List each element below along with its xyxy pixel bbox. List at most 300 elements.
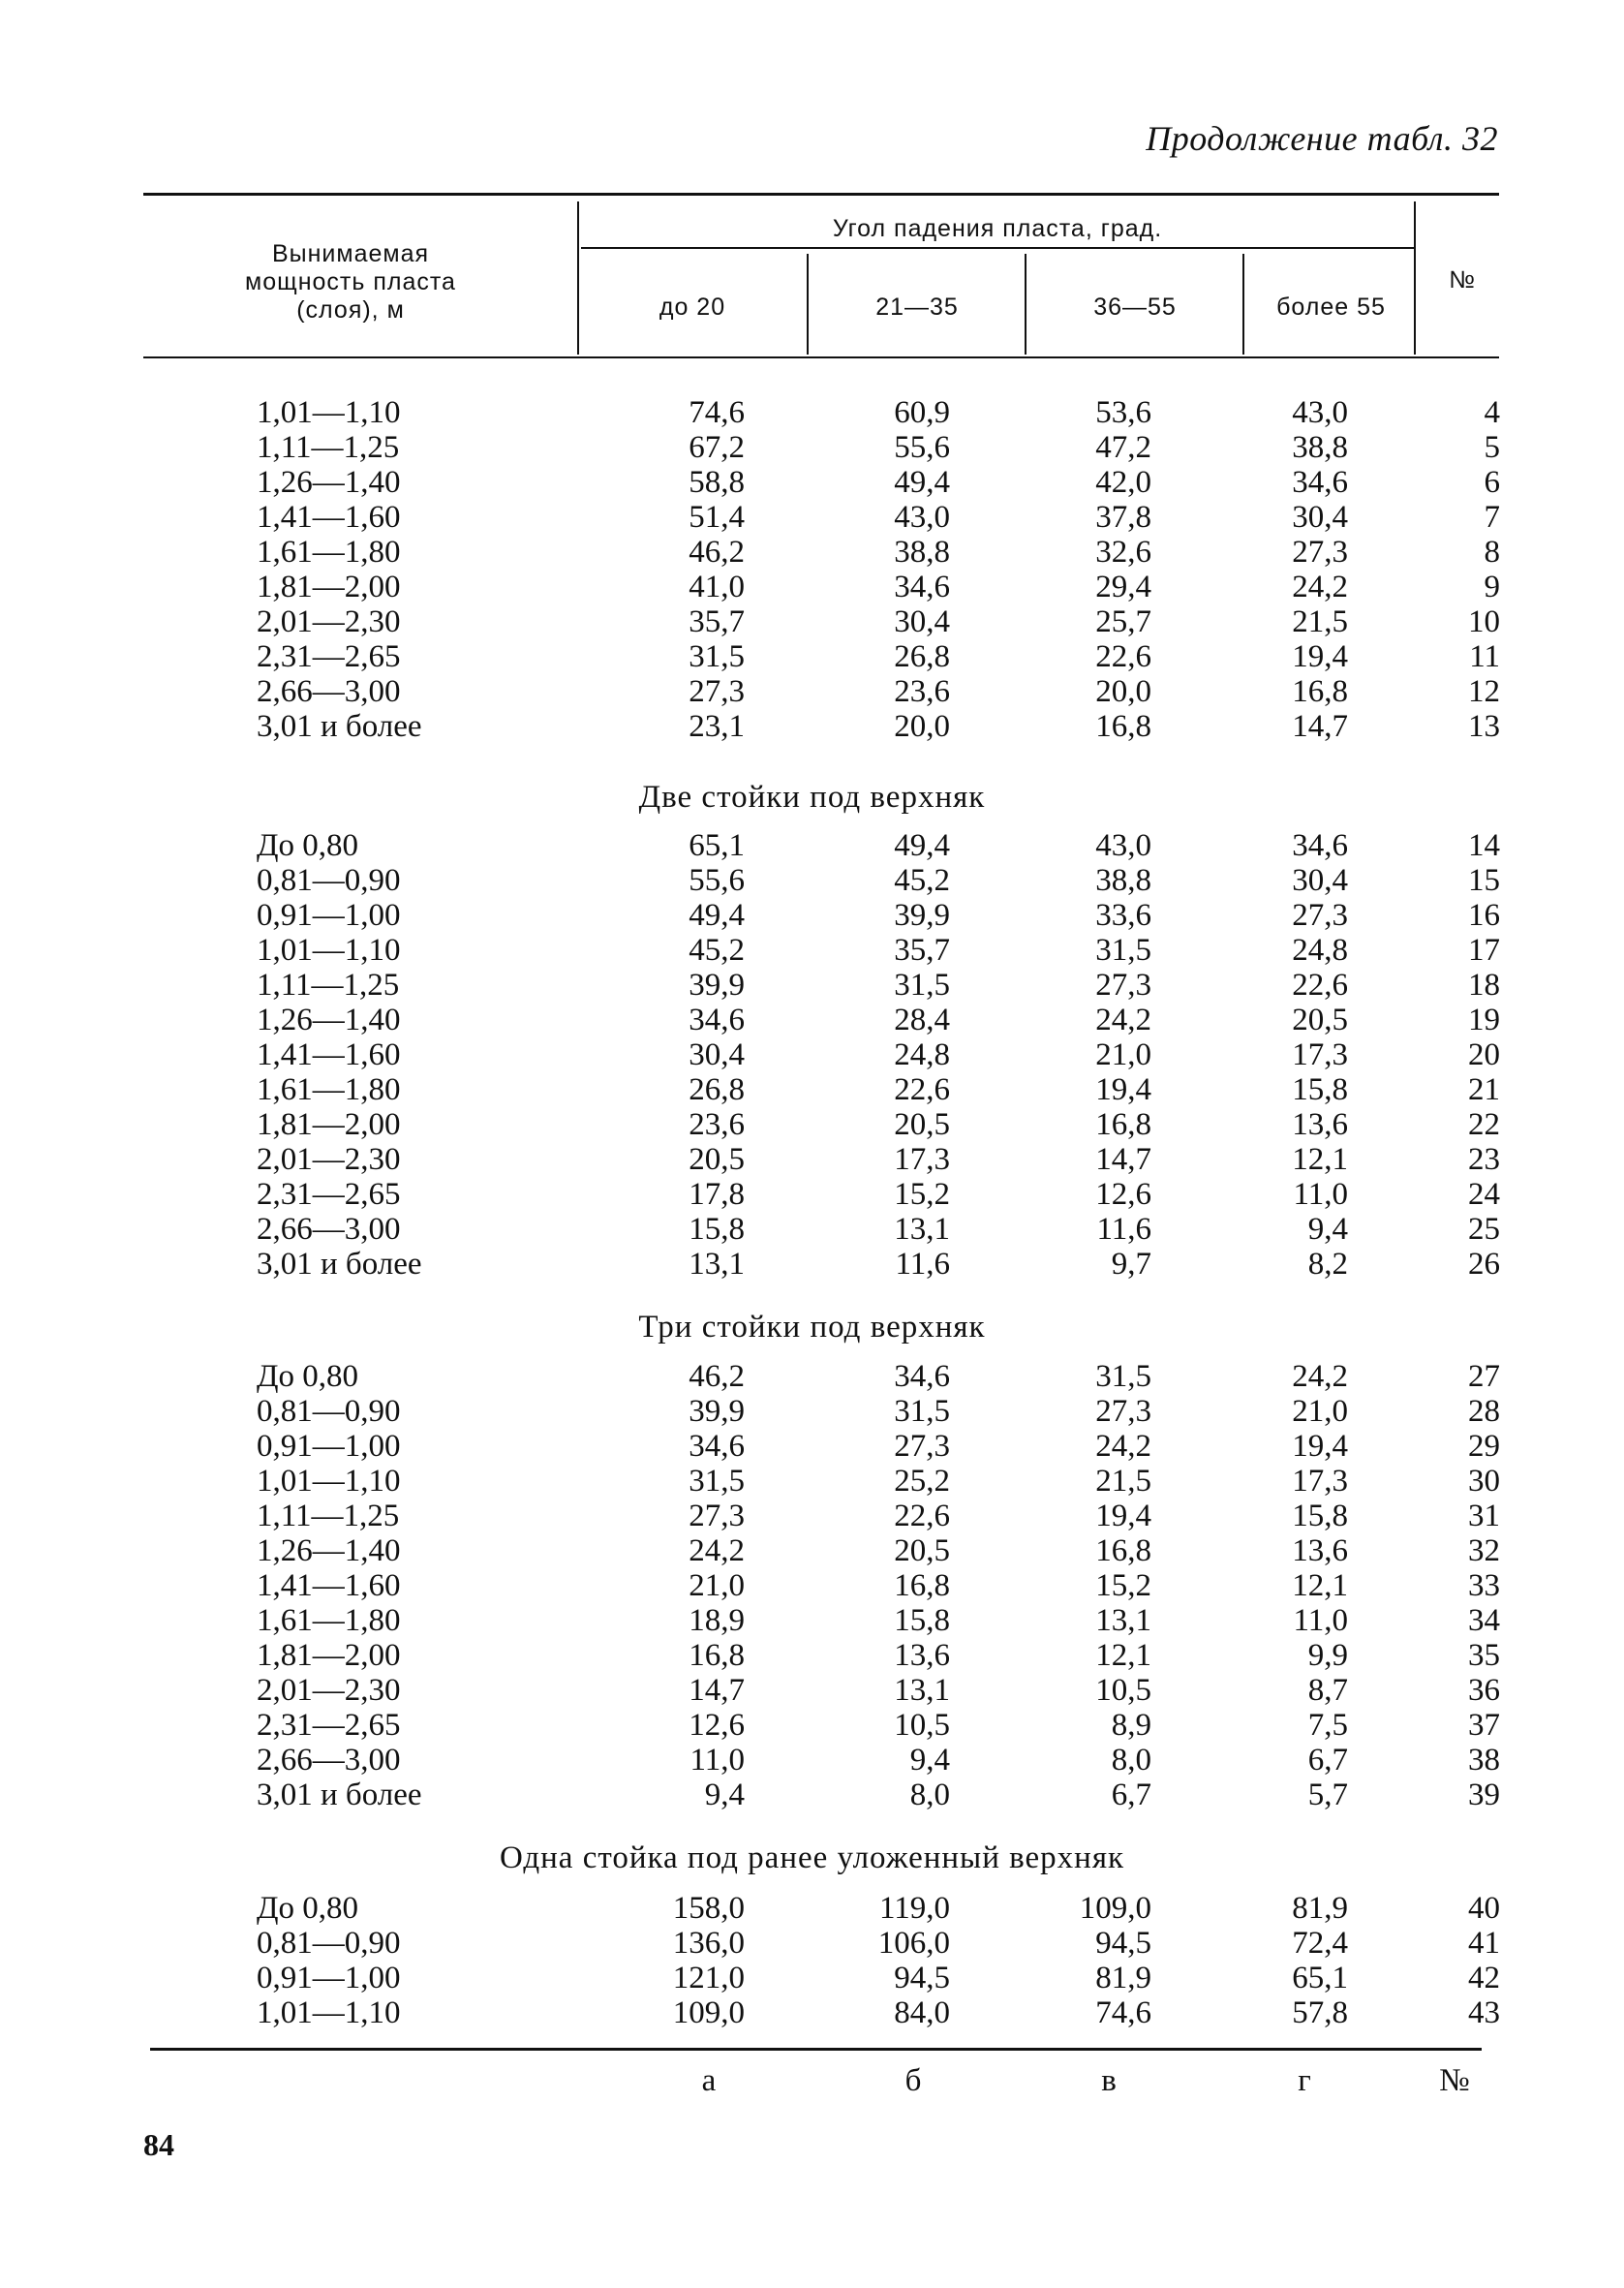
value-v-cell: 13,1	[1095, 1603, 1151, 1638]
thickness-cell: 1,26—1,40	[257, 1533, 401, 1568]
value-b-cell: 17,3	[894, 1142, 950, 1177]
thickness-cell: 2,66—3,00	[257, 674, 401, 709]
header-col4: более 55	[1276, 294, 1386, 321]
value-g-cell: 6,7	[1307, 1743, 1348, 1778]
value-b-cell: 22,6	[894, 1072, 950, 1107]
value-g-cell: 24,2	[1292, 1359, 1348, 1394]
value-a-cell: 18,9	[689, 1603, 745, 1638]
header-group-rule	[581, 247, 1414, 249]
table-row	[0, 1003, 1624, 1037]
thickness-cell: 0,91—1,00	[257, 1961, 401, 1995]
value-v-cell: 16,8	[1095, 709, 1151, 744]
value-b-cell: 45,2	[894, 863, 950, 898]
value-v-cell: 16,8	[1095, 1107, 1151, 1142]
table-row	[0, 828, 1624, 863]
row-number-cell: 7	[1484, 500, 1500, 535]
value-a-cell: 31,5	[689, 1464, 745, 1499]
value-g-cell: 72,4	[1292, 1926, 1348, 1961]
row-number-cell: 12	[1468, 674, 1500, 709]
value-g-cell: 38,8	[1292, 430, 1348, 465]
thickness-cell: 2,66—3,00	[257, 1743, 401, 1778]
row-number-cell: 4	[1484, 395, 1500, 430]
value-g-cell: 17,3	[1292, 1037, 1348, 1072]
row-number-cell: 10	[1468, 604, 1500, 639]
table-row	[0, 1499, 1624, 1533]
value-g-cell: 9,4	[1307, 1212, 1348, 1247]
value-a-cell: 11,0	[689, 1743, 745, 1778]
value-a-cell: 35,7	[689, 604, 745, 639]
value-g-cell: 12,1	[1292, 1568, 1348, 1603]
value-v-cell: 19,4	[1095, 1072, 1151, 1107]
table-row	[0, 968, 1624, 1003]
value-v-cell: 31,5	[1095, 1359, 1151, 1394]
thickness-cell: 1,26—1,40	[257, 465, 401, 500]
thickness-cell: 2,01—2,30	[257, 1673, 401, 1708]
value-g-cell: 20,5	[1292, 1003, 1348, 1037]
value-v-cell: 43,0	[1095, 828, 1151, 863]
thickness-cell: 1,61—1,80	[257, 1603, 401, 1638]
header-vrule-1	[807, 254, 809, 355]
value-a-cell: 55,6	[689, 863, 745, 898]
row-number-cell: 21	[1468, 1072, 1500, 1107]
value-v-cell: 21,0	[1095, 1037, 1151, 1072]
value-b-cell: 49,4	[894, 465, 950, 500]
thickness-cell: 1,11—1,25	[257, 1499, 400, 1533]
row-number-cell: 23	[1468, 1142, 1500, 1177]
table-row	[0, 1037, 1624, 1072]
row-number-cell: 38	[1468, 1743, 1500, 1778]
value-b-cell: 84,0	[894, 1995, 950, 2030]
value-a-cell: 16,8	[689, 1638, 745, 1673]
thickness-cell: 1,11—1,25	[257, 968, 400, 1003]
header-col3: 36—55	[1093, 294, 1177, 321]
value-g-cell: 19,4	[1292, 1429, 1348, 1464]
thickness-cell: 3,01 и более	[257, 1247, 422, 1282]
value-a-cell: 74,6	[689, 395, 745, 430]
value-v-cell: 53,6	[1095, 395, 1151, 430]
table-row	[0, 1995, 1624, 2030]
thickness-cell: 1,81—2,00	[257, 570, 401, 604]
value-b-cell: 38,8	[894, 535, 950, 570]
table-row	[0, 604, 1624, 639]
value-a-cell: 39,9	[689, 968, 745, 1003]
table-row	[0, 1708, 1624, 1743]
value-b-cell: 49,4	[894, 828, 950, 863]
value-b-cell: 20,5	[894, 1533, 950, 1568]
value-v-cell: 25,7	[1095, 604, 1151, 639]
thickness-cell: 1,01—1,10	[257, 1464, 401, 1499]
value-a-cell: 14,7	[689, 1673, 745, 1708]
row-number-cell: 30	[1468, 1464, 1500, 1499]
footer-label-b: б	[904, 2063, 922, 2098]
header-vrule-3	[1242, 254, 1244, 355]
value-v-cell: 81,9	[1095, 1961, 1151, 1995]
value-a-cell: 34,6	[689, 1429, 745, 1464]
value-a-cell: 23,6	[689, 1107, 745, 1142]
value-b-cell: 30,4	[894, 604, 950, 639]
value-g-cell: 43,0	[1292, 395, 1348, 430]
value-v-cell: 94,5	[1095, 1926, 1151, 1961]
value-v-cell: 29,4	[1095, 570, 1151, 604]
value-a-cell: 46,2	[689, 1359, 745, 1394]
table-row	[0, 933, 1624, 968]
thickness-cell: 1,01—1,10	[257, 395, 401, 430]
table-row	[0, 1212, 1624, 1247]
value-b-cell: 31,5	[894, 968, 950, 1003]
value-a-cell: 15,8	[689, 1212, 745, 1247]
row-number-cell: 26	[1468, 1247, 1500, 1282]
value-g-cell: 21,0	[1292, 1394, 1348, 1429]
value-g-cell: 17,3	[1292, 1464, 1348, 1499]
value-v-cell: 37,8	[1095, 500, 1151, 535]
table-row	[0, 1247, 1624, 1282]
value-g-cell: 34,6	[1292, 465, 1348, 500]
table-row	[0, 1891, 1624, 1926]
table-row	[0, 1638, 1624, 1673]
table-row	[0, 709, 1624, 744]
header-col0: Вынимаемая мощность пласта (слоя), м	[245, 240, 456, 324]
value-b-cell: 16,8	[894, 1568, 950, 1603]
value-b-cell: 35,7	[894, 933, 950, 968]
value-b-cell: 13,1	[894, 1212, 950, 1247]
value-g-cell: 30,4	[1292, 863, 1348, 898]
value-g-cell: 8,2	[1307, 1247, 1348, 1282]
table-row	[0, 1568, 1624, 1603]
table-row	[0, 863, 1624, 898]
row-number-cell: 35	[1468, 1638, 1500, 1673]
value-v-cell: 12,1	[1095, 1638, 1151, 1673]
row-number-cell: 22	[1468, 1107, 1500, 1142]
thickness-cell: 1,61—1,80	[257, 535, 401, 570]
thickness-cell: 3,01 и более	[257, 1778, 422, 1812]
value-b-cell: 9,4	[909, 1743, 950, 1778]
table-row	[0, 1107, 1624, 1142]
value-v-cell: 42,0	[1095, 465, 1151, 500]
value-b-cell: 13,6	[894, 1638, 950, 1673]
value-a-cell: 31,5	[689, 639, 745, 674]
value-b-cell: 34,6	[894, 1359, 950, 1394]
value-v-cell: 109,0	[1079, 1891, 1151, 1926]
table-row	[0, 1429, 1624, 1464]
value-a-cell: 27,3	[689, 674, 745, 709]
value-v-cell: 12,6	[1095, 1177, 1151, 1212]
value-g-cell: 24,2	[1292, 570, 1348, 604]
value-a-cell: 23,1	[689, 709, 745, 744]
value-a-cell: 17,8	[689, 1177, 745, 1212]
row-number-cell: 42	[1468, 1961, 1500, 1995]
row-number-cell: 8	[1484, 535, 1500, 570]
value-a-cell: 12,6	[689, 1708, 745, 1743]
value-a-cell: 39,9	[689, 1394, 745, 1429]
thickness-cell: 0,91—1,00	[257, 1429, 401, 1464]
table-row	[0, 1743, 1624, 1778]
table-bottom-rule	[150, 2048, 1482, 2051]
thickness-cell: 2,31—2,65	[257, 1177, 401, 1212]
value-v-cell: 38,8	[1095, 863, 1151, 898]
footer-label-g: г	[1298, 2063, 1311, 2098]
continuation-label: Продолжение табл. 32	[1146, 119, 1498, 158]
thickness-cell: 1,11—1,25	[257, 430, 400, 465]
row-number-cell: 11	[1469, 639, 1500, 674]
value-a-cell: 65,1	[689, 828, 745, 863]
table-row	[0, 1926, 1624, 1961]
value-b-cell: 94,5	[894, 1961, 950, 1995]
header-group: Угол падения пласта, град.	[832, 215, 1163, 242]
value-g-cell: 14,7	[1292, 709, 1348, 744]
value-b-cell: 55,6	[894, 430, 950, 465]
value-a-cell: 45,2	[689, 933, 745, 968]
thickness-cell: 1,41—1,60	[257, 1568, 401, 1603]
row-number-cell: 34	[1468, 1603, 1500, 1638]
value-a-cell: 158,0	[672, 1891, 745, 1926]
row-number-cell: 31	[1468, 1499, 1500, 1533]
value-v-cell: 8,9	[1111, 1708, 1151, 1743]
value-b-cell: 20,5	[894, 1107, 950, 1142]
value-g-cell: 9,9	[1307, 1638, 1348, 1673]
header-vrule-2	[1025, 254, 1026, 355]
section-title-two-props: Две стойки под верхняк	[638, 780, 986, 815]
value-b-cell: 23,6	[894, 674, 950, 709]
value-b-cell: 34,6	[894, 570, 950, 604]
value-g-cell: 27,3	[1292, 898, 1348, 933]
value-g-cell: 15,8	[1292, 1499, 1348, 1533]
value-b-cell: 60,9	[894, 395, 950, 430]
value-b-cell: 22,6	[894, 1499, 950, 1533]
thickness-cell: 1,81—2,00	[257, 1638, 401, 1673]
value-a-cell: 41,0	[689, 570, 745, 604]
value-a-cell: 21,0	[689, 1568, 745, 1603]
table-row	[0, 395, 1624, 430]
row-number-cell: 9	[1484, 570, 1500, 604]
row-number-cell: 25	[1468, 1212, 1500, 1247]
thickness-cell: 1,41—1,60	[257, 500, 401, 535]
value-g-cell: 30,4	[1292, 500, 1348, 535]
value-a-cell: 26,8	[689, 1072, 745, 1107]
thickness-cell: 0,81—0,90	[257, 1394, 401, 1429]
value-v-cell: 74,6	[1095, 1995, 1151, 2030]
value-b-cell: 25,2	[894, 1464, 950, 1499]
value-a-cell: 34,6	[689, 1003, 745, 1037]
row-number-cell: 28	[1468, 1394, 1500, 1429]
value-a-cell: 121,0	[672, 1961, 745, 1995]
table-row	[0, 1142, 1624, 1177]
thickness-cell: 0,81—0,90	[257, 863, 401, 898]
value-b-cell: 24,8	[894, 1037, 950, 1072]
row-number-cell: 32	[1468, 1533, 1500, 1568]
row-number-cell: 18	[1468, 968, 1500, 1003]
value-g-cell: 12,1	[1292, 1142, 1348, 1177]
value-v-cell: 27,3	[1095, 1394, 1151, 1429]
row-number-cell: 33	[1468, 1568, 1500, 1603]
value-a-cell: 136,0	[672, 1926, 745, 1961]
footer-label-a: а	[701, 2063, 717, 2098]
value-v-cell: 22,6	[1095, 639, 1151, 674]
table-row	[0, 639, 1624, 674]
value-g-cell: 57,8	[1292, 1995, 1348, 2030]
value-b-cell: 15,8	[894, 1603, 950, 1638]
table-row	[0, 1072, 1624, 1107]
table-row	[0, 1177, 1624, 1212]
row-number-cell: 43	[1468, 1995, 1500, 2030]
row-number-cell: 39	[1468, 1778, 1500, 1812]
value-v-cell: 19,4	[1095, 1499, 1151, 1533]
page-number: 84	[143, 2127, 174, 2162]
thickness-cell: 2,31—2,65	[257, 1708, 401, 1743]
table-row	[0, 1603, 1624, 1638]
value-a-cell: 51,4	[689, 500, 745, 535]
value-g-cell: 11,0	[1293, 1177, 1348, 1212]
row-number-cell: 6	[1484, 465, 1500, 500]
row-number-cell: 19	[1468, 1003, 1500, 1037]
value-v-cell: 11,6	[1096, 1212, 1151, 1247]
value-a-cell: 49,4	[689, 898, 745, 933]
thickness-cell: 1,41—1,60	[257, 1037, 401, 1072]
row-number-cell: 36	[1468, 1673, 1500, 1708]
value-b-cell: 11,6	[895, 1247, 950, 1282]
row-number-cell: 13	[1468, 709, 1500, 744]
value-b-cell: 28,4	[894, 1003, 950, 1037]
value-b-cell: 10,5	[894, 1708, 950, 1743]
table-row	[0, 1394, 1624, 1429]
value-g-cell: 21,5	[1292, 604, 1348, 639]
value-b-cell: 27,3	[894, 1429, 950, 1464]
thickness-cell: 2,01—2,30	[257, 604, 401, 639]
value-b-cell: 26,8	[894, 639, 950, 674]
thickness-cell: 1,01—1,10	[257, 1995, 401, 2030]
value-a-cell: 13,1	[689, 1247, 745, 1282]
header-col2: 21—35	[875, 294, 959, 321]
value-a-cell: 46,2	[689, 535, 745, 570]
value-b-cell: 31,5	[894, 1394, 950, 1429]
row-number-cell: 17	[1468, 933, 1500, 968]
value-g-cell: 11,0	[1293, 1603, 1348, 1638]
header-vrule-4	[1414, 201, 1416, 355]
table-row	[0, 1533, 1624, 1568]
row-number-cell: 14	[1468, 828, 1500, 863]
value-b-cell: 20,0	[894, 709, 950, 744]
thickness-cell: 1,81—2,00	[257, 1107, 401, 1142]
value-a-cell: 24,2	[689, 1533, 745, 1568]
value-b-cell: 106,0	[877, 1926, 950, 1961]
value-v-cell: 47,2	[1095, 430, 1151, 465]
table-row	[0, 674, 1624, 709]
header-num: №	[1449, 266, 1476, 294]
thickness-cell: 2,01—2,30	[257, 1142, 401, 1177]
value-v-cell: 24,2	[1095, 1003, 1151, 1037]
value-a-cell: 109,0	[672, 1995, 745, 2030]
value-v-cell: 14,7	[1095, 1142, 1151, 1177]
value-g-cell: 34,6	[1292, 828, 1348, 863]
row-number-cell: 27	[1468, 1359, 1500, 1394]
value-a-cell: 58,8	[689, 465, 745, 500]
thickness-cell: 2,66—3,00	[257, 1212, 401, 1247]
table-row	[0, 1359, 1624, 1394]
value-g-cell: 7,5	[1307, 1708, 1348, 1743]
value-b-cell: 8,0	[909, 1778, 950, 1812]
value-g-cell: 19,4	[1292, 639, 1348, 674]
table-top-rule	[143, 193, 1499, 196]
table-row	[0, 535, 1624, 570]
header-vrule-0	[577, 201, 579, 355]
thickness-cell: До 0,80	[257, 1359, 359, 1394]
thickness-cell: 1,61—1,80	[257, 1072, 401, 1107]
value-b-cell: 43,0	[894, 500, 950, 535]
footer-label-v: в	[1101, 2063, 1117, 2098]
value-v-cell: 32,6	[1095, 535, 1151, 570]
table-row	[0, 1961, 1624, 1995]
row-number-cell: 40	[1468, 1891, 1500, 1926]
thickness-cell: 0,91—1,00	[257, 898, 401, 933]
value-b-cell: 13,1	[894, 1673, 950, 1708]
thickness-cell: До 0,80	[257, 1891, 359, 1926]
value-g-cell: 5,7	[1307, 1778, 1348, 1812]
value-g-cell: 81,9	[1292, 1891, 1348, 1926]
thickness-cell: До 0,80	[257, 828, 359, 863]
row-number-cell: 16	[1468, 898, 1500, 933]
row-number-cell: 5	[1484, 430, 1500, 465]
value-a-cell: 30,4	[689, 1037, 745, 1072]
value-g-cell: 65,1	[1292, 1961, 1348, 1995]
value-v-cell: 16,8	[1095, 1533, 1151, 1568]
value-a-cell: 27,3	[689, 1499, 745, 1533]
thickness-cell: 0,81—0,90	[257, 1926, 401, 1961]
section-title-three-props: Три стойки под верхняк	[638, 1310, 986, 1345]
thickness-cell: 3,01 и более	[257, 709, 422, 744]
row-number-cell: 41	[1468, 1926, 1500, 1961]
value-v-cell: 10,5	[1095, 1673, 1151, 1708]
table-row	[0, 430, 1624, 465]
thickness-cell: 1,26—1,40	[257, 1003, 401, 1037]
value-v-cell: 6,7	[1111, 1778, 1151, 1812]
value-b-cell: 39,9	[894, 898, 950, 933]
value-a-cell: 20,5	[689, 1142, 745, 1177]
value-a-cell: 9,4	[704, 1778, 745, 1812]
table-row	[0, 500, 1624, 535]
table-row	[0, 898, 1624, 933]
value-g-cell: 15,8	[1292, 1072, 1348, 1107]
value-g-cell: 13,6	[1292, 1533, 1348, 1568]
row-number-cell: 15	[1468, 863, 1500, 898]
value-g-cell: 24,8	[1292, 933, 1348, 968]
value-v-cell: 33,6	[1095, 898, 1151, 933]
value-v-cell: 27,3	[1095, 968, 1151, 1003]
value-v-cell: 15,2	[1095, 1568, 1151, 1603]
thickness-cell: 2,31—2,65	[257, 639, 401, 674]
value-v-cell: 31,5	[1095, 933, 1151, 968]
table-row	[0, 1673, 1624, 1708]
value-b-cell: 15,2	[894, 1177, 950, 1212]
value-g-cell: 16,8	[1292, 674, 1348, 709]
value-g-cell: 8,7	[1307, 1673, 1348, 1708]
value-g-cell: 13,6	[1292, 1107, 1348, 1142]
value-v-cell: 24,2	[1095, 1429, 1151, 1464]
section-title-one-prop: Одна стойка под ранее уложенный верхняк	[499, 1840, 1125, 1875]
thickness-cell: 1,01—1,10	[257, 933, 401, 968]
value-v-cell: 9,7	[1111, 1247, 1151, 1282]
value-a-cell: 67,2	[689, 430, 745, 465]
row-number-cell: 29	[1468, 1429, 1500, 1464]
table-row	[0, 465, 1624, 500]
row-number-cell: 37	[1468, 1708, 1500, 1743]
footer-label-num: №	[1439, 2063, 1470, 2098]
value-g-cell: 22,6	[1292, 968, 1348, 1003]
value-v-cell: 20,0	[1095, 674, 1151, 709]
value-v-cell: 8,0	[1111, 1743, 1151, 1778]
table-row	[0, 1778, 1624, 1812]
table-row	[0, 1464, 1624, 1499]
row-number-cell: 20	[1468, 1037, 1500, 1072]
value-b-cell: 119,0	[878, 1891, 950, 1926]
